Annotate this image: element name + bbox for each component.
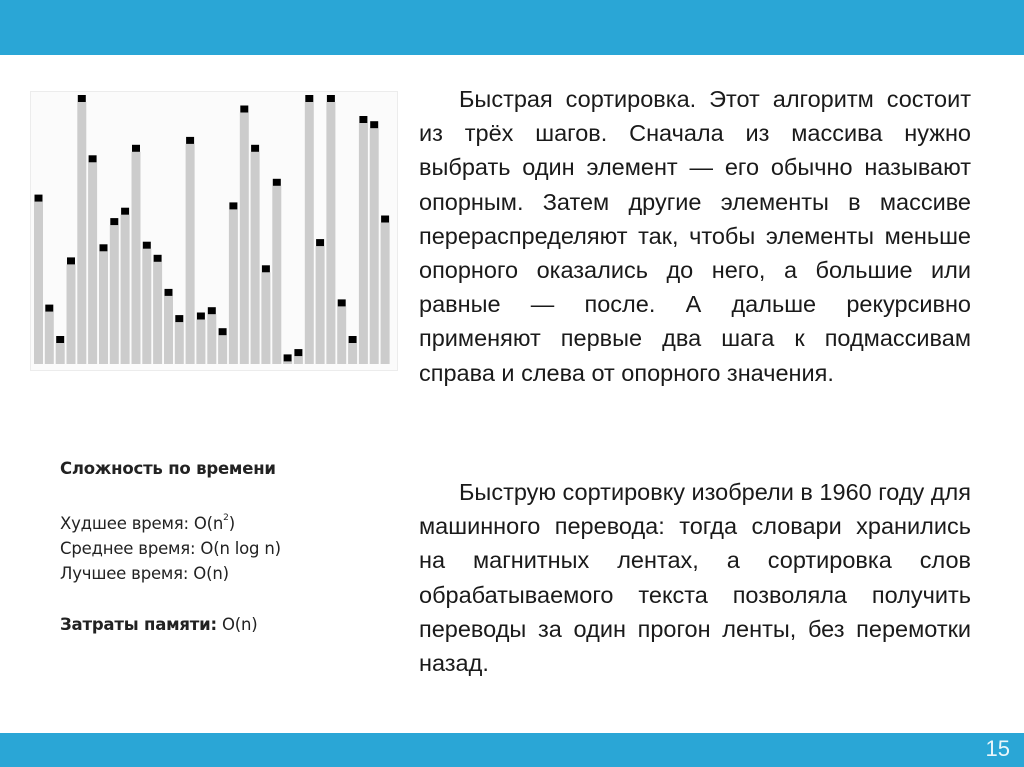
bar-marker	[100, 244, 108, 251]
bar	[326, 102, 335, 364]
bar-marker	[240, 106, 248, 113]
bar	[337, 306, 346, 364]
bar	[88, 162, 97, 364]
bar-marker	[370, 121, 378, 128]
bar	[240, 113, 249, 365]
bar-marker	[305, 95, 313, 102]
bar-marker	[219, 328, 227, 335]
complexity-block	[60, 459, 400, 637]
bar-marker	[197, 313, 205, 320]
bar-marker	[316, 239, 324, 246]
bar	[45, 312, 54, 364]
paragraph-algorithm	[419, 82, 971, 390]
bar	[294, 356, 303, 364]
bar-marker	[175, 315, 183, 322]
bar-marker	[78, 95, 86, 102]
bar	[175, 322, 184, 364]
bar-marker	[359, 116, 367, 123]
memory-line	[60, 612, 400, 637]
bar	[56, 343, 65, 364]
paragraph-body: Этот алгоритм состоит из трёх шагов. Сначала из массива нужно выбрать один элемент — его обычно называют опорным. Затем другие элементы в массиве перераспределяют так, чтобы элементы меньше опорного оказались до него, а большие или равные — после. А дальше рекурсивно применяют первые два шага к подмассивам справа и слева от опорного значения.	[419, 86, 971, 386]
bar	[207, 314, 216, 364]
bar-marker	[381, 216, 389, 223]
bar-marker	[262, 265, 270, 272]
bar-marker	[132, 145, 140, 152]
bar-marker	[208, 307, 216, 314]
bar	[121, 215, 130, 364]
bar	[251, 152, 260, 364]
bar-marker	[229, 202, 237, 209]
bar-marker	[89, 155, 97, 162]
paragraph-history-text: Быструю сортировку изобрели в 1960 году для машинного перевода: тогда словари хранились на магнитных лентах, а сортировка слов обрабатываемого текста позволяла получить переводы за один прогон ленты, без перемотки назад.	[419, 479, 971, 677]
bar-marker	[338, 299, 346, 306]
best-time-line	[60, 561, 400, 586]
bar	[283, 361, 292, 364]
quicksort-bar-chart	[30, 91, 398, 371]
average-time-label: Среднее время:	[60, 539, 196, 558]
bar	[305, 102, 314, 364]
bar-marker	[67, 257, 75, 264]
bar-marker	[154, 255, 162, 262]
bar	[77, 102, 86, 364]
bar	[110, 225, 119, 364]
best-time-label: Лучшее время:	[60, 564, 189, 583]
page-number: 15	[985, 736, 1010, 761]
bar	[261, 272, 270, 364]
bar-marker	[110, 218, 118, 225]
bar	[153, 262, 162, 364]
bar-marker	[186, 137, 194, 144]
bar	[229, 209, 238, 364]
bar-marker	[56, 336, 64, 343]
bar	[381, 223, 390, 365]
worst-time-exponent: 2	[223, 513, 229, 523]
bar-marker	[165, 289, 173, 296]
top-accent-band	[0, 0, 1024, 55]
paragraph-history	[419, 475, 971, 680]
memory-value: O(n)	[221, 615, 258, 634]
bar-marker	[284, 354, 292, 361]
bar-marker	[35, 195, 43, 202]
bar-chart-canvas	[31, 92, 397, 370]
bar-marker	[143, 242, 151, 249]
bar-marker	[121, 208, 129, 215]
bottom-accent-band	[0, 733, 1024, 767]
average-time-line	[60, 536, 400, 561]
bar	[132, 152, 141, 364]
bar-marker	[273, 179, 281, 186]
memory-label: Затраты памяти:	[60, 615, 217, 634]
bar	[348, 343, 357, 364]
complexity-title: Сложность по времени	[60, 459, 276, 478]
bar	[196, 320, 205, 365]
bar	[164, 296, 173, 364]
bar	[186, 144, 195, 364]
bar	[67, 264, 76, 364]
average-time-value: O(n log n)	[200, 539, 281, 558]
worst-time-value: O(n	[193, 514, 224, 533]
bar-marker	[251, 145, 259, 152]
worst-time-label: Худшее время:	[60, 514, 189, 533]
paragraph-lead: Быстрая сортировка.	[459, 86, 697, 112]
best-time-value: O(n)	[193, 564, 229, 583]
bar-marker	[349, 336, 357, 343]
worst-time-close: )	[228, 514, 235, 533]
bar	[142, 249, 151, 364]
bar	[316, 246, 325, 364]
bar	[99, 251, 108, 364]
bar	[272, 186, 281, 364]
bar	[370, 128, 379, 364]
worst-time-line	[60, 506, 400, 536]
bar-marker	[45, 305, 53, 312]
bar	[34, 202, 43, 364]
bar	[218, 335, 227, 364]
bar-marker	[294, 349, 302, 356]
bar	[359, 123, 368, 364]
bar-marker	[327, 95, 335, 102]
